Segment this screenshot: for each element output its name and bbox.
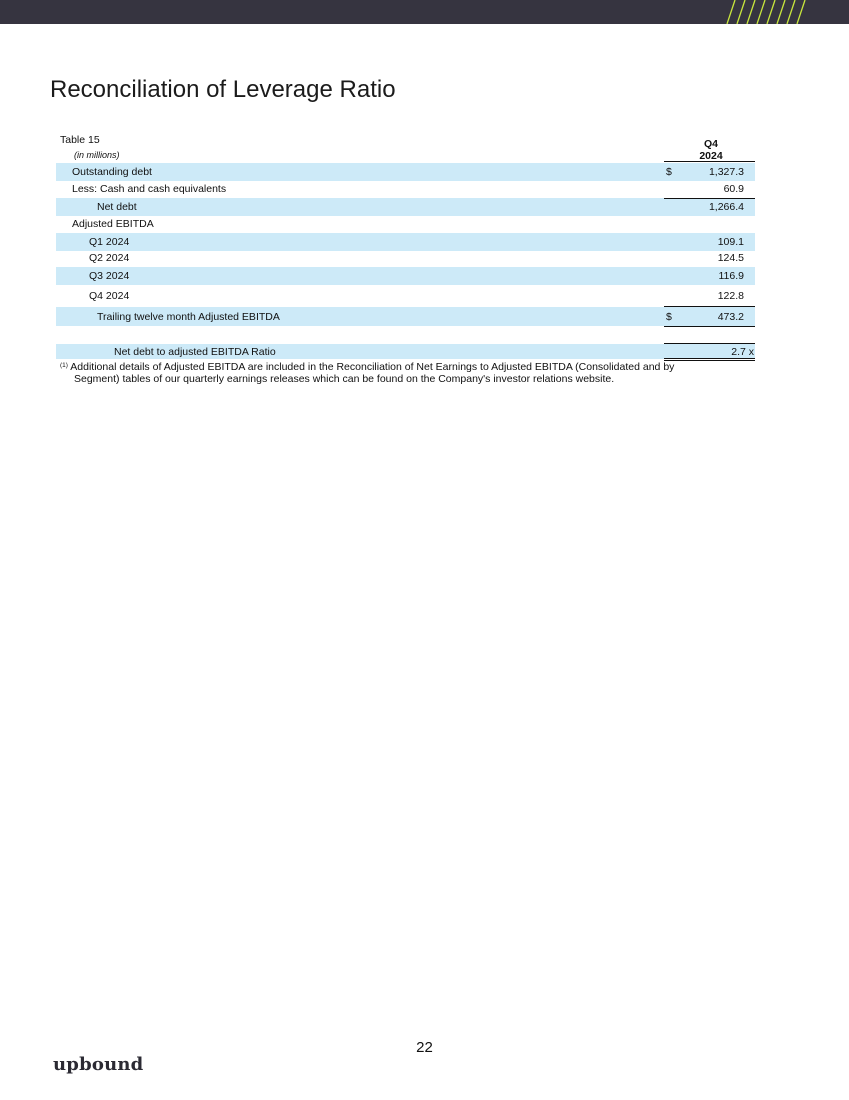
- row-label: Q1 2024: [89, 236, 130, 248]
- row-currency: $: [666, 166, 672, 178]
- row-label: Q4 2024: [89, 290, 130, 302]
- row-label: Q2 2024: [89, 252, 130, 264]
- row-currency: $: [666, 310, 672, 323]
- row-value: 122.8: [717, 290, 744, 302]
- ttm-bottom-rule: [664, 326, 755, 327]
- row-label: Adjusted EBITDA: [72, 218, 154, 230]
- page-number: 22: [416, 1039, 433, 1056]
- row-label: Trailing twelve month Adjusted EBITDA: [97, 310, 280, 323]
- table-row-cash: [56, 180, 755, 198]
- table-row-q3-2024: [56, 267, 755, 285]
- row-value: 124.5: [717, 252, 744, 264]
- table-row-q4-2024: [56, 287, 755, 305]
- row-value: 116.9: [718, 270, 744, 282]
- row-value: 1,327.3: [708, 166, 744, 178]
- row-label: Less: Cash and cash equivalents: [72, 183, 227, 195]
- table-row-q2-2024: [56, 249, 755, 267]
- footnote: [60, 361, 750, 385]
- table-row-adjusted-ebitda-heading: [56, 215, 755, 233]
- table-row-leverage-ratio: [56, 344, 755, 359]
- row-value: 1,266.4: [708, 201, 744, 213]
- row-value: 473.2: [717, 310, 744, 323]
- footnote-line-2: Segment) tables of our quarterly earnings releases which can be found on the Company's investor relations website.: [74, 373, 615, 385]
- footnote-marker: (1): [60, 362, 68, 369]
- row-value: 60.9: [723, 183, 744, 195]
- row-label: Net debt: [97, 201, 137, 213]
- company-logo: upbound: [53, 1054, 144, 1075]
- row-value: 109.1: [717, 236, 744, 248]
- column-header-year: 2024: [699, 150, 723, 162]
- table-row-outstanding-debt: [56, 163, 755, 181]
- footnote-line-1: Additional details of Adjusted EBITDA are included in the Reconciliation of Net Earnings to Adjusted EBITDA (Consolidated and by: [70, 361, 675, 373]
- row-label: Net debt to adjusted EBITDA Ratio: [114, 345, 276, 358]
- row-label: Outstanding debt: [72, 166, 152, 178]
- column-header: [668, 138, 754, 162]
- table-units-label: (in millions): [74, 150, 120, 160]
- row-label: Q3 2024: [89, 270, 130, 282]
- row-value: 2.7 x: [731, 345, 754, 358]
- column-header-quarter: Q4: [703, 138, 718, 150]
- table-number-label: Table 15: [60, 134, 100, 146]
- table-row-net-debt: [56, 198, 755, 216]
- table-row-ttm-adjusted-ebitda: [56, 307, 755, 326]
- page-title: Reconciliation of Leverage Ratio: [50, 76, 396, 103]
- net-debt-top-rule: [664, 198, 755, 199]
- top-header-bar: [0, 0, 849, 24]
- column-header-rule: [664, 161, 755, 162]
- diagonal-stripes-decoration: [721, 0, 811, 24]
